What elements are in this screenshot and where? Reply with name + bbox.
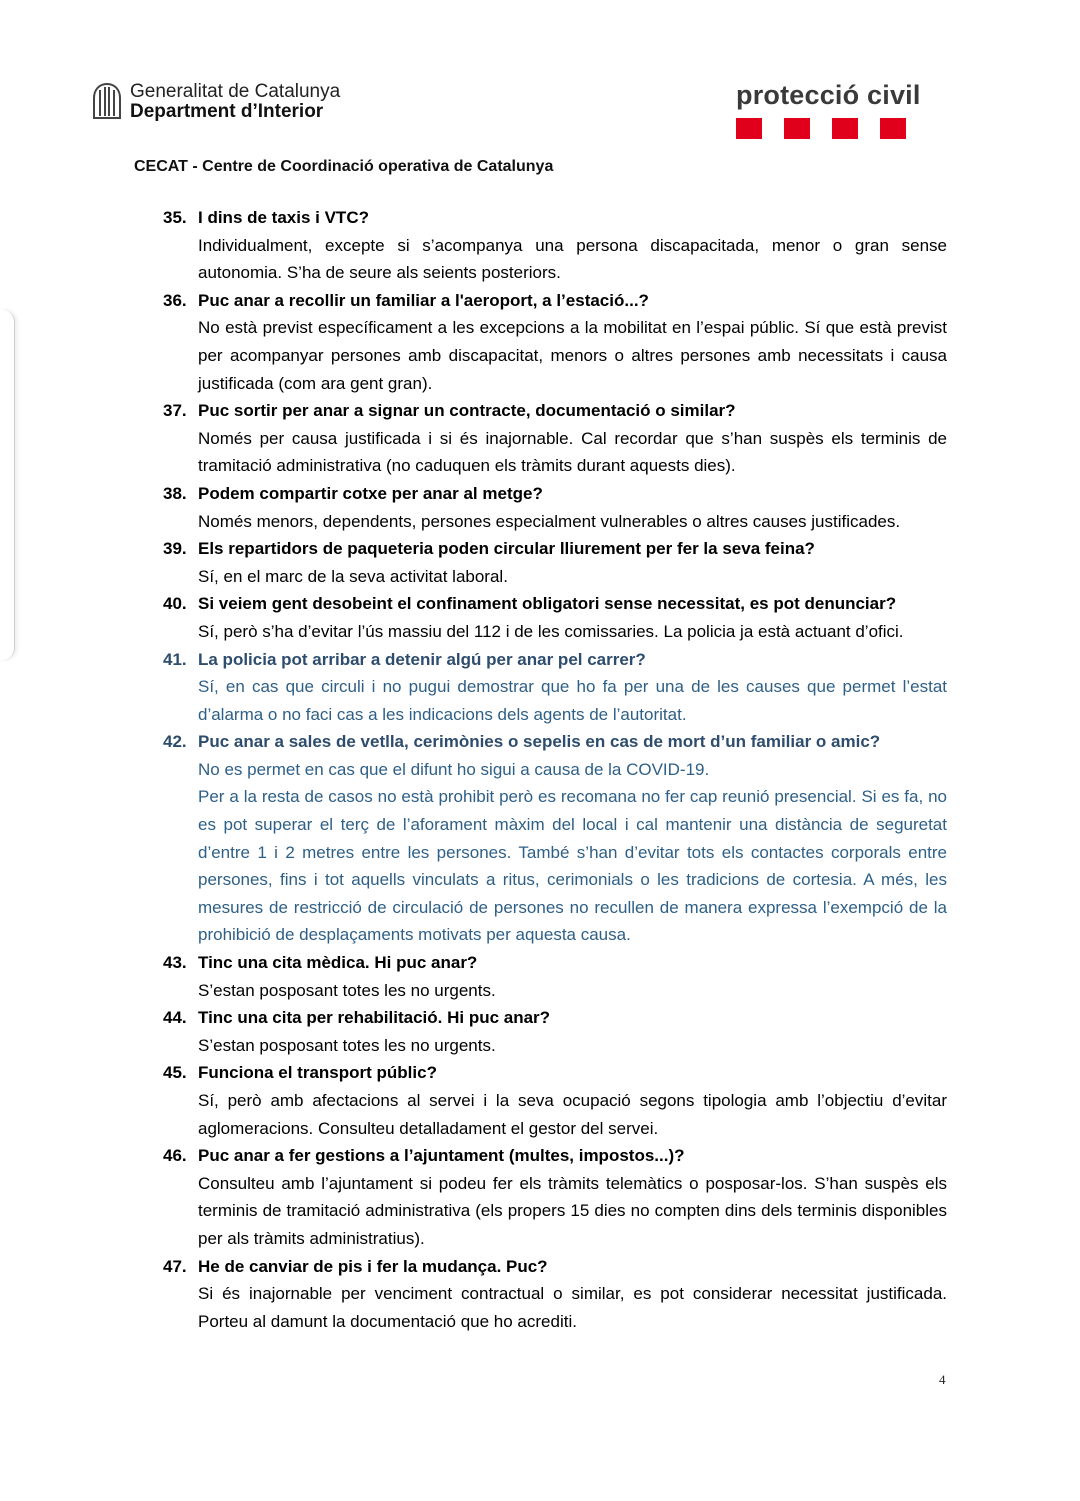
page-edge — [0, 310, 15, 660]
faq-answer: S’estan posposant totes les no urgents. — [198, 980, 496, 1000]
faq-answer: Per a la resta de casos no està prohibit però es recomana no fer cap reunió presencial. Si es fa, no es pot superar el terç de l’aforament màxim del local i cal mantenir una distància de seguretat d’entre 1 i 2 metres entre les persones. També s’han d’evitar tots els contactes corporals entre persones, fins i tot aquells vinculats a ritus, cerimonials o les tradicions de cortesia. A més, les mesures de restricció de circulació de persones no recullen de manera expressa l’exempció de la prohibició de desplaçaments motivats per aquesta causa. — [198, 787, 947, 945]
faq-answer: Consulteu amb l’ajuntament si podeu fer els tràmits telemàtics o posposar-los. S’han suspès els terminis de tramitació administrativa (els propers 15 dies no compten dins dels terminis disponibles per als tràmits administratius). — [198, 1173, 947, 1248]
page-number: 4 — [939, 1372, 946, 1387]
faq-question — [163, 204, 947, 232]
faq-item — [163, 646, 947, 729]
red-square — [784, 118, 810, 139]
faq-answer: Només menors, dependents, persones especialment vulnerables o altres causes justificades. — [198, 511, 901, 531]
faq-number: 44. — [163, 1008, 187, 1028]
faq-question — [163, 728, 947, 756]
faq-number: 42. — [163, 732, 187, 752]
faq-question-text: Puc sortir per anar a signar un contracte, documentació o similar? — [198, 401, 736, 421]
generalitat-name: Generalitat de Catalunya — [130, 81, 341, 102]
generalitat-logo — [92, 82, 340, 122]
faq-question-text: Els repartidors de paqueteria poden circular lliurement per fer la seva feina? — [198, 539, 815, 559]
faq-item — [163, 397, 947, 480]
faq-item — [163, 1142, 947, 1252]
faq-answer: Només per causa justificada i si és inajornable. Cal recordar que s’han suspès els terminis de tramitació administrativa (no caduquen els tràmits durant aquests dies). — [198, 428, 947, 476]
generalitat-emblem-icon — [92, 82, 122, 122]
faq-answer: Sí, però s’ha d’evitar l’ús massiu del 112 i de les comissaries. La policia ja està actuant d’ofici. — [198, 621, 904, 641]
faq-answer: Individualment, excepte si s’acompanya una persona discapacitada, menor o gran sense autonomia. S’ha de seure als seients posteriors. — [198, 235, 947, 283]
faq-answer: No està previst específicament a les excepcions a la mobilitat en l’espai públic. Sí que està previst per acompanyar persones amb discapacitat, menors o altres persones amb necessitats i causa justificada (com ara gent gran). — [198, 318, 947, 393]
faq-answer: Sí, en el marc de la seva activitat laboral. — [198, 566, 508, 586]
faq-answer: No es permet en cas que el difunt ho sigui a causa de la COVID-19. — [198, 759, 710, 779]
faq-item — [163, 1253, 947, 1336]
faq-number: 39. — [163, 539, 187, 559]
faq-answer: Sí, en cas que circuli i no pugui demostrar que ho fa per una de les causes que permet l’estat d’alarma o no faci cas a les indicacions dels agents de l’autoritat. — [198, 677, 947, 724]
faq-question-text: He de canviar de pis i fer la mudança. Puc? — [198, 1256, 548, 1276]
faq-number: 45. — [163, 1063, 187, 1083]
faq-question-text: I dins de taxis i VTC? — [198, 208, 369, 227]
faq-number: 47. — [163, 1256, 187, 1276]
faq-question — [163, 287, 947, 315]
cecat-heading: CECAT - Centre de Coordinació operativa de Catalunya — [134, 158, 554, 175]
faq-item — [163, 728, 947, 949]
faq-number: 36. — [163, 290, 187, 310]
faq-question — [163, 480, 947, 508]
faq-item — [163, 1059, 947, 1142]
faq-question-text: Podem compartir cotxe per anar al metge? — [198, 483, 543, 503]
faq-number: 37. — [163, 401, 187, 421]
faq-number: 38. — [163, 483, 187, 503]
faq-question — [163, 590, 947, 618]
faq-item — [163, 1004, 947, 1059]
faq-number: 40. — [163, 594, 187, 614]
faq-number: 43. — [163, 953, 187, 973]
logo-red-squares — [736, 118, 921, 139]
faq-question — [163, 1142, 947, 1170]
faq-question-text: La policia pot arribar a detenir algú per anar pel carrer? — [198, 649, 646, 669]
faq-list — [163, 204, 947, 1335]
faq-question — [163, 949, 947, 977]
faq-item — [163, 287, 947, 397]
faq-item — [163, 204, 947, 287]
faq-item — [163, 535, 947, 590]
faq-question — [163, 1059, 947, 1087]
red-square — [880, 118, 906, 139]
faq-question-text: Puc anar a fer gestions a l’ajuntament (multes, impostos...)? — [198, 1146, 685, 1166]
department-name: Department d’Interior — [130, 101, 324, 122]
faq-question-text: Puc anar a recollir un familiar a l'aeroport, a l’estació...? — [198, 290, 649, 310]
faq-number: 41. — [163, 649, 187, 669]
faq-question — [163, 646, 947, 674]
faq-question — [163, 535, 947, 563]
faq-question-text: Tinc una cita per rehabilitació. Hi puc anar? — [198, 1008, 551, 1028]
faq-question-text: Tinc una cita mèdica. Hi puc anar? — [198, 953, 478, 973]
faq-question — [163, 1253, 947, 1281]
faq-number: 46. — [163, 1146, 187, 1166]
faq-question-text: Funciona el transport públic? — [198, 1063, 437, 1083]
proteccio-civil-title: protecció civil — [736, 80, 921, 110]
red-square — [736, 118, 762, 139]
faq-question — [163, 1004, 947, 1032]
proteccio-civil-logo — [736, 80, 921, 139]
faq-number: 35. — [163, 208, 187, 227]
red-square — [832, 118, 858, 139]
faq-answer: S’estan posposant totes les no urgents. — [198, 1035, 496, 1055]
faq-item — [163, 949, 947, 1004]
faq-answer: Sí, però amb afectacions al servei i la seva ocupació segons tipologia amb l’objectiu d’evitar aglomeracions. Consulteu detalladament el gestor del servei. — [198, 1091, 947, 1138]
faq-answer: Si és inajornable per venciment contractual o similar, es pot considerar necessitat justificada. Porteu al damunt la documentació que ho acrediti. — [198, 1284, 947, 1331]
faq-question-text: Si veiem gent desobeint el confinament obligatori sense necessitat, es pot denunciar? — [198, 594, 897, 614]
faq-item — [163, 480, 947, 535]
faq-item — [163, 590, 947, 645]
faq-question — [163, 397, 947, 425]
faq-question-text: Puc anar a sales de vetlla, cerimònies o sepelis en cas de mort d’un familiar o amic? — [198, 732, 881, 752]
